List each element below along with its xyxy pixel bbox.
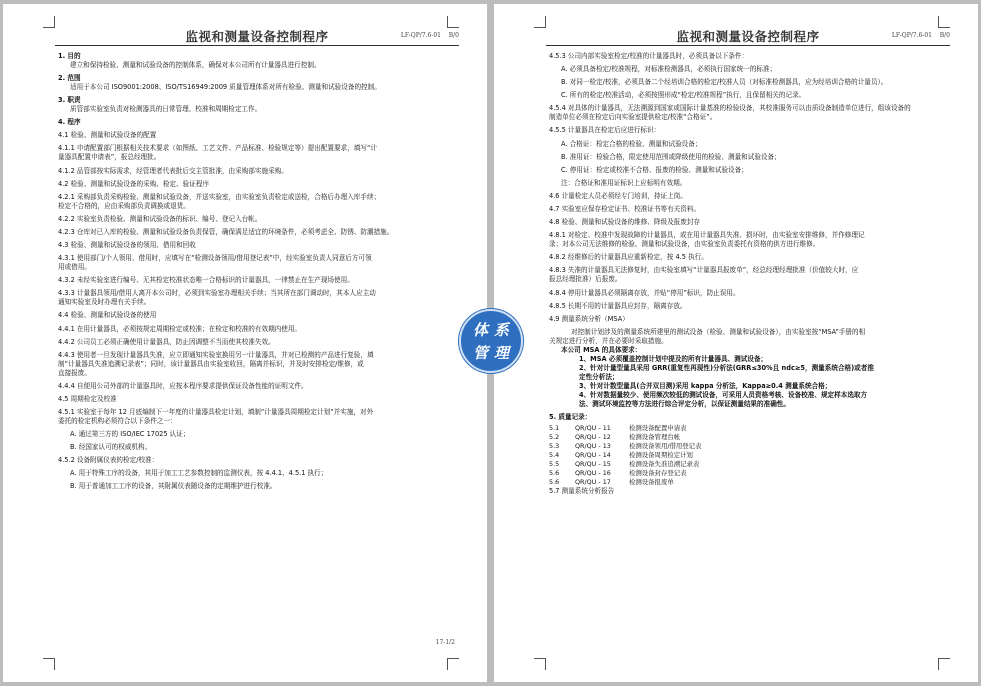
body-line: 5. 质量记录：: [549, 412, 592, 421]
body-line: C. 停用证：检定或校准不合格、报废的检验、测量和试验设备；: [561, 165, 748, 174]
crop-mark: [447, 658, 459, 670]
body-line: 2. 范围: [58, 74, 81, 83]
crop-mark: [938, 658, 950, 670]
body-line: 4.1 检验、测量和试验设备的配置: [58, 131, 157, 140]
body-line: 1、MSA 必须覆盖控制计划中提及的所有计量器具、测试设备；: [579, 354, 768, 363]
body-line: B. 用于普通加工工序的设备，其附属仪表随设备的定期维护进行校准。: [70, 482, 277, 491]
body-line: 4.5.2 设备附属仪表的检定/校准：: [58, 456, 159, 465]
body-line: 4.4.2 公司员工必须正确使用计量器具，防止因调整不当而使其校准失效。: [58, 337, 275, 346]
body-line: 本公司 MSA 的具体要求：: [561, 345, 642, 354]
page-header: [546, 26, 950, 46]
crop-mark: [534, 16, 546, 28]
document-page-2: [494, 4, 978, 682]
page-body: [549, 52, 948, 496]
body-lines: [549, 52, 948, 422]
record-number: 5.5: [549, 459, 560, 468]
body-line: 4.7 实验室应保存检定证书、校准证书等有关资料。: [549, 205, 701, 214]
record-number: 5.4: [549, 450, 560, 459]
record-code: QR/QU - 13: [575, 441, 611, 450]
seal-text-top: 体系: [472, 321, 515, 339]
seal-text-bottom: 管理: [472, 344, 515, 362]
body-line: B. 准用证：检验合格，限定使用范围或降级使用的检验、测量和试验设备；: [561, 152, 781, 161]
body-line: 量器具配置申请表”，报总经理批。: [58, 153, 161, 162]
body-line: 4.8.1 对检定、校准中发现故障的计量器具，或在用计量器具失准、损坏时，由实验室安排维修，并作修理记: [549, 231, 865, 240]
record-number: 5.1: [549, 423, 560, 432]
body-line: B. 对同一检定/校准，必须具备二个经培训合格的检定/校准人员（对标准检测器具，应为经培训合格的计量员）。: [561, 78, 888, 87]
body-line: 报总经理批准）后报废。: [549, 275, 622, 284]
crop-mark: [43, 658, 55, 670]
record-code: QR/QU - 14: [575, 450, 611, 459]
body-line: 4.8.5 长期不用的计量器具应封存，隔离存放。: [549, 301, 687, 310]
body-line: 制造单位必须在检定后向实验室提供检定/校准“合格证”。: [549, 113, 717, 122]
record-code: QR/QU - 12: [575, 432, 611, 441]
body-line: 建立和保持检验、测量和试验设备的控制体系，确保对本公司所有计量器具进行控制。: [70, 61, 321, 69]
body-line: 4、针对数据量较少、使用频次较低的测试设备，可采用人员资格考核、设备校准、规定样本选取方: [579, 390, 868, 399]
body-line: 适用于本公司 ISO9001:2008、ISO/TS16949:2009 质量管理体系对所有检验、测量和试验设备的控制。: [70, 83, 381, 92]
body-line: 4.5.4 对具体的计量器具，无法溯源到国家或国际计量基准的检验设备，其校准服务可以由质设备制造单位进行，组该设备的: [549, 104, 911, 113]
body-line: 4.8.3 失准的计量器具无法修复时，由实验室填写“计量器具报废单”，经总经理经理批准（价值较大时，应: [549, 266, 859, 275]
body-line: 4.2.3 仓库对已入库的检验、测量和试验设备负责保管，确保满足适宜的环境条件，必须考虑全、防锈、防潮措施。: [58, 227, 394, 236]
body-line: 3、针对计数型量具(合并双目测)采用 kappa 分析法，Kappa≥0.4 测量系统合格；: [579, 381, 832, 390]
body-line: 委托的检定机构必须符合以下条件之一：: [58, 416, 177, 425]
record-name: 检测设备失准追溯记录表: [629, 459, 700, 468]
records-list: [549, 424, 948, 487]
doc-revision: B/0: [448, 32, 459, 39]
page-header: [55, 26, 459, 46]
body-line: 定性分析法；: [579, 372, 619, 381]
body-line: 通知实验室及时办理有关手续。: [58, 298, 151, 307]
body-line: 对控制计划涉及的测量系统所建里的测试设备（检验、测量和试验设备），由实验室按“MSA”手册的相: [571, 327, 866, 336]
body-line: 4.4.3 使用者一旦发现计量器具失准，应立即通知实验室换用另一计量器具，并对已检测的产品进行复验，填: [58, 350, 374, 359]
body-line: 4.4.1 在用计量器具，必须按规定周期检定或校准；在检定和校准的有效期内使用。: [58, 324, 302, 333]
body-line: 4.3.3 计量器具领用/借用人离开本公司时，必须到实验室办理相关手续；当其所在部门调动时，其本人应主动: [58, 289, 376, 298]
body-line: 制“计量器具失准追溯记录表”；同时，该计量器具由实验室收回，隔离并标识，并及时安排检定/维修，或: [58, 359, 364, 368]
body-line: A. 用于特殊工序的设备，其用于加工工艺参数控制的监测仪表，按 4.4.1、4.5.1 执行；: [70, 469, 328, 478]
body-line: A. 通过第三方的 ISO/IEC 17025 认证；: [70, 430, 190, 439]
record-number: 5.6: [549, 477, 560, 486]
body-line: A. 合格证：检定合格的检验、测量和试验设备；: [561, 139, 702, 148]
record-name: 检测设备配置申请表: [629, 423, 687, 432]
record-code: QR/QU - 16: [575, 468, 611, 477]
record-name: 检测设备领用/借用登记表: [629, 441, 702, 450]
body-line: 4.9 测量系统分析（MSA）: [549, 314, 629, 323]
body-line: C. 所有的检定/校准活动，必须按照形成“检定/校准规程”执行，且保留相关的记录。: [561, 91, 806, 100]
record-row: [549, 433, 948, 442]
body-line: 录；对本公司无法维修的检验、测量和试验设备，由实验室负责委托有资格的供方进行维修。: [549, 240, 820, 249]
record-number: 5.6: [549, 468, 560, 477]
record-code: QR/QU - 11: [575, 423, 611, 432]
page-body: [58, 52, 457, 491]
record-row: [549, 424, 948, 433]
doc-revision: B/0: [939, 32, 950, 39]
body-line: 4.5.5 计量器具在检定后应进行标识：: [549, 126, 661, 135]
body-line: 5.7 测量系统分析报告: [549, 486, 615, 495]
body-line: 4.5.3 公司内部实验室检定/校准的计量器具时，必须具备以下条件：: [549, 52, 749, 60]
body-line: 直接报废。: [58, 368, 91, 377]
record-name: 检测设备报废单: [629, 477, 674, 486]
record-row: [549, 442, 948, 451]
record-code: QR/QU - 15: [575, 459, 611, 468]
body-line: 4.2.1 采购部负责采购检验、测量和试验设备，并送实验室，由实验室负责检定或送检，合格后办理入库手续；: [58, 192, 381, 201]
body-line: 质管部实验室负责对检测器具的日常管理、校准和周期检定工作。: [70, 105, 262, 114]
record-name: 检测设备管理台帐: [629, 432, 681, 441]
body-line: 法、测试环境监控等方法进行综合评定分析，以保证测量结果的准确性。: [579, 399, 790, 408]
body-line: 4.8 检验、测量和试验设备的维修、降级及报废封存: [549, 218, 701, 227]
body-line: 4.3.2 未经实验室进行编号、无其检定校准状态唯一合格标识的计量器具，一律禁止在生产现场使用。: [58, 276, 354, 285]
record-row: [549, 460, 948, 469]
body-line: 4.6 计量检定人员必须经专门培训，持证上岗。: [549, 191, 687, 200]
watermark-seal: [459, 309, 523, 373]
body-line: 4.2.2 实验室负责检验、测量和试验设备的标识、编号、登记入台帐。: [58, 214, 262, 223]
record-name: 检测设备封存登记表: [629, 468, 687, 477]
body-line: 1. 目的: [58, 52, 81, 60]
body-line: 注：合格证和准用证标识上应标明有效期。: [561, 178, 687, 187]
page-title: 监视和测量设备控制程序: [676, 29, 820, 44]
body-line: 检定不合格的，应由采购部负责调换或退货。: [58, 201, 190, 210]
body-line: 4.4 检验、测量和试验设备的使用: [58, 311, 157, 320]
body-line: 用或借用。: [58, 263, 91, 272]
record-row: [549, 451, 948, 460]
page-number: 17-1/2: [435, 639, 455, 646]
body-line: 4.4.4 自便用公司外部的计量器具时，应按本程序要求提供保证设备性能的证明文件。: [58, 381, 308, 390]
body-line: 4.1.1 申请配置部门根据相关技术要求（如图纸、工艺文件、产品标准、检验规定等）提出配置要求，填写“计: [58, 144, 378, 153]
body-line: 3. 职责: [58, 96, 81, 105]
body-line: 4.3.1 使用部门/个人领用、借用时，应填写在“检测设备领用/借用登记表”中，经实验室负责人同意后方可领: [58, 254, 372, 263]
doc-code: LF-QP/7.6-01: [400, 32, 441, 39]
page-title: 监视和测量设备控制程序: [185, 29, 329, 44]
body-line: 4.5 周期检定及校准: [58, 394, 117, 403]
record-row: [549, 478, 948, 487]
record-row: [549, 469, 948, 478]
record-number: 5.3: [549, 441, 560, 450]
crop-mark: [534, 658, 546, 670]
body-line: 2、针对计量型量具采用 GRR(重复性再现性)分析法(GRR≤30%且 ndc≥5，测量系统合格)或者推: [579, 363, 874, 372]
body-line: 关规定进行分析，并在必要时采取措施。: [549, 336, 668, 345]
body-line: 4.2 检验、测量和试验设备的采购、检定、验证程序: [58, 179, 210, 188]
record-name: 检测设备周期检定计划: [629, 450, 693, 459]
body-line: A. 必须具备检定/校准规程，对标准检测器具，必须执行国家统一的标准；: [561, 65, 777, 74]
document-page-1: [3, 4, 487, 682]
body-line: 4.8.4 停用计量器具必须隔离存放，并贴“停用”标识，防止误用。: [549, 288, 740, 297]
body-line: 4.1.2 品管部按实际需求，经管理者代表批后交主管批准，由采购部实施采购。: [58, 166, 288, 175]
record-code: QR/QU - 17: [575, 477, 611, 486]
body-line: 4.5.1 实验室于每年 12 月底编制下一年度的计量器具检定计划，填制“计量器具周期检定计划”并实施，对外: [58, 407, 374, 416]
doc-code: LF-QP/7.6-01: [891, 32, 932, 39]
record-number: 5.2: [549, 432, 560, 441]
body-line: 4.8.2 经维修后的计量器具应重新检定，按 4.5 执行。: [549, 253, 708, 262]
crop-mark: [43, 16, 55, 28]
body-line: 4. 程序: [58, 118, 81, 127]
body-line: 4.3 检验、测量和试验设备的领用、借用和回收: [58, 241, 196, 250]
body-line: B. 经国家认可的权威机构。: [70, 443, 152, 452]
